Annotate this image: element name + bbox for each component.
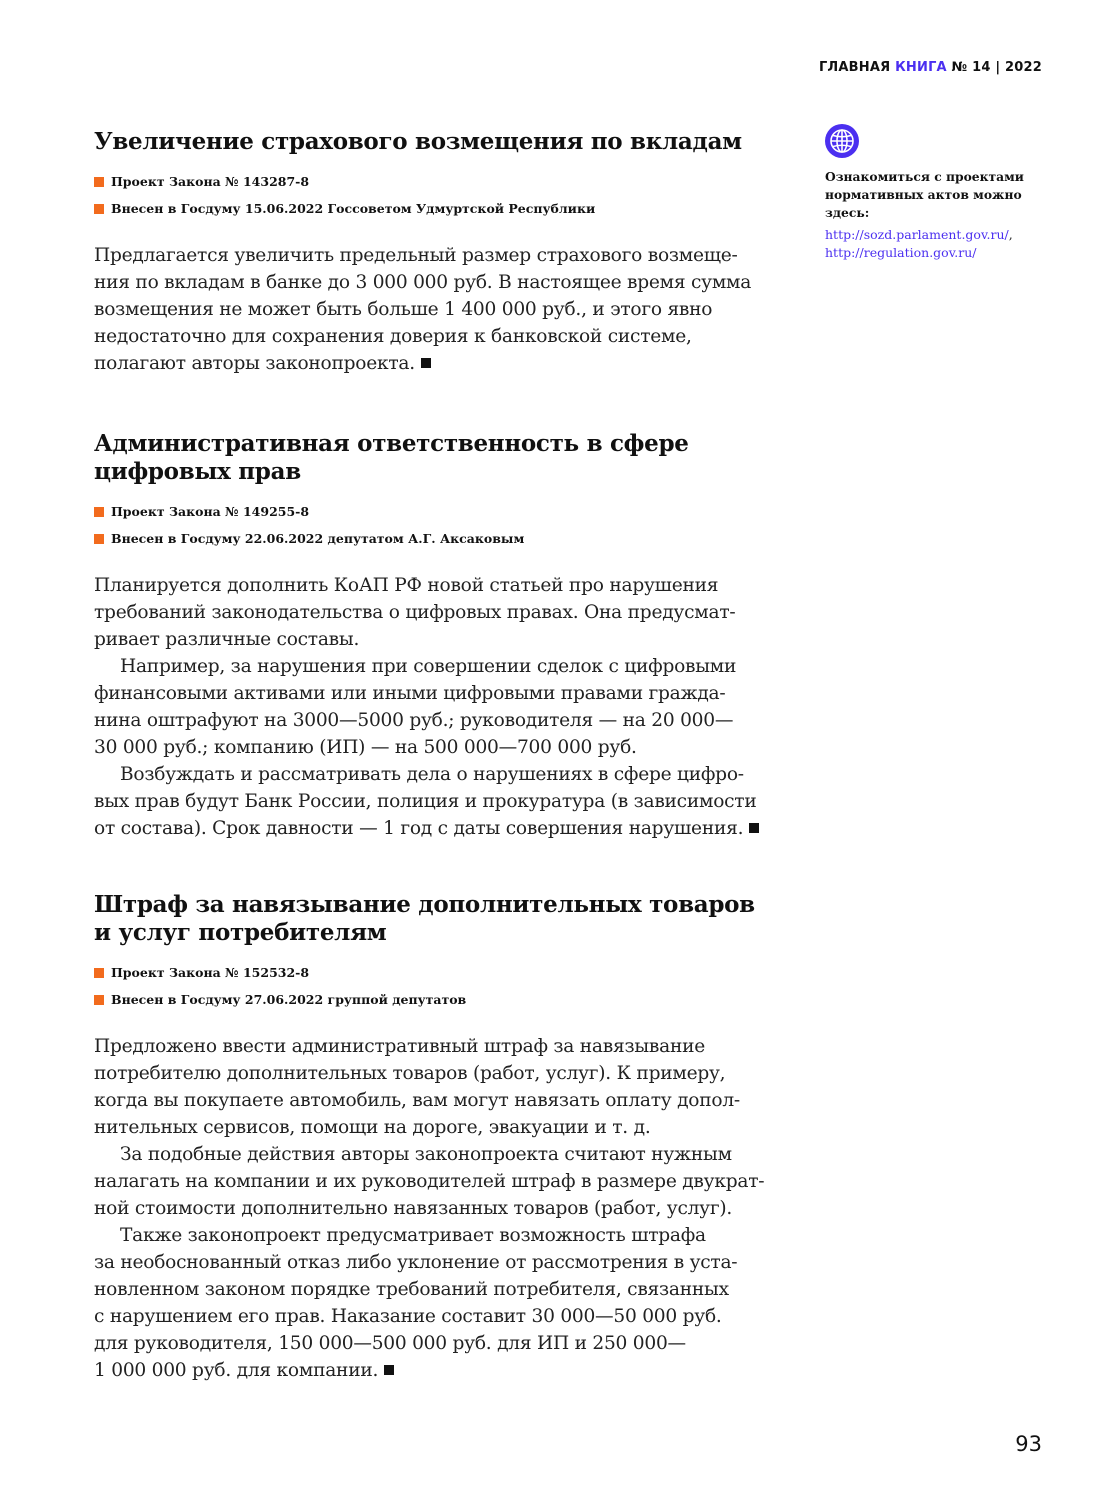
sidebar-note: Ознакомиться с проектами нормативных актов можно здесь: — [825, 169, 1024, 220]
masthead — [819, 60, 1042, 75]
body-line: финансовыми активами или иными цифровыми правами гражда- — [94, 683, 726, 704]
article-imposed-goods-fine — [94, 891, 784, 1384]
body-line: Возбуждать и рассматривать дела о нарушениях в сфере цифро- — [120, 764, 744, 785]
bill-submitted: Внесен в Госдуму 22.06.2022 депутатом А.Г. Аксаковым — [111, 531, 525, 546]
body-line: 30 000 руб.; компанию (ИП) — на 500 000—700 000 руб. — [94, 737, 637, 758]
body-line: недостаточно для сохранения доверия к банковской системе, — [94, 326, 692, 347]
body-line: Планируется дополнить КоАП РФ новой статьей про нарушения — [94, 575, 719, 596]
bill-number: Проект Закона № 152532-8 — [111, 965, 310, 980]
meta-item — [94, 959, 784, 986]
article-digital-rights — [94, 430, 784, 842]
article-body — [94, 242, 784, 377]
bill-submitted: Внесен в Госдуму 27.06.2022 группой депутатов — [111, 992, 467, 1007]
body-line: с нарушением его прав. Наказание составит 30 000—50 000 руб. — [94, 1306, 722, 1327]
body-line: Например, за нарушения при совершении сделок с цифровыми — [120, 656, 737, 677]
body-line: возмещения не может быть больше 1 400 000 руб., и этого явно — [94, 299, 713, 320]
body-line: Также законопроект предусматривает возможность штрафа — [120, 1225, 706, 1246]
brand-accent: КНИГА — [895, 60, 947, 75]
article-title-line: Штраф за навязывание дополнительных товаров — [94, 891, 755, 918]
body-line: вых прав будут Банк России, полиция и прокуратура (в зависимости — [94, 791, 757, 812]
article-title — [94, 430, 784, 486]
body-line: За подобные действия авторы законопроекта считают нужным — [120, 1144, 732, 1165]
body-line: налагать на компании и их руководителей штраф в размере двукрат- — [94, 1171, 765, 1192]
body-line: когда вы покупаете автомобиль, вам могут навязать оплату допол- — [94, 1090, 740, 1111]
article-meta — [94, 168, 784, 222]
article-title — [94, 128, 784, 156]
body-line: новленном законом порядке требований потребителя, связанных — [94, 1279, 729, 1300]
body-line: потребителю дополнительных товаров (работ, услуг). К примеру, — [94, 1063, 726, 1084]
end-mark-icon — [421, 358, 431, 368]
body-line: ния по вкладам в банке до 3 000 000 руб. В настоящее время сумма — [94, 272, 752, 293]
article-title-line: Увеличение страхового возмещения по вкладам — [94, 128, 742, 155]
link-separator: , — [1008, 227, 1013, 242]
article-deposit-insurance — [94, 128, 784, 377]
body-line: нина оштрафуют на 3000—5000 руб.; руководителя — на 20 000— — [94, 710, 734, 731]
article-meta — [94, 959, 784, 1013]
article-title-line: Административная ответственность в сфере — [94, 430, 689, 457]
article-body — [94, 1033, 784, 1384]
orange-bullet-icon — [94, 204, 104, 214]
body-line: от состава). Срок давности — 1 год с даты совершения нарушения. — [94, 815, 784, 842]
article-title-line: цифровых прав — [94, 458, 301, 485]
sidebar-links — [825, 226, 1055, 262]
body-line: требований законодательства о цифровых правах. Она предусмат- — [94, 602, 736, 623]
body-line: Предлагается увеличить предельный размер страхового возмеще- — [94, 245, 738, 266]
orange-bullet-icon — [94, 534, 104, 544]
end-mark-icon — [749, 823, 759, 833]
meta-item — [94, 525, 784, 552]
body-line: за необоснованный отказ либо уклонение от рассмотрения в уста- — [94, 1252, 738, 1273]
body-line: нительных сервисов, помощи на дороге, эвакуации и т. д. — [94, 1117, 651, 1138]
meta-item — [94, 498, 784, 525]
end-mark-icon — [384, 1365, 394, 1375]
bill-number: Проект Закона № 143287-8 — [111, 174, 310, 189]
article-title — [94, 891, 784, 947]
meta-item — [94, 168, 784, 195]
link-sozd[interactable]: http://sozd.parlament.gov.ru/ — [825, 227, 1009, 242]
bill-submitted: Внесен в Госдуму 15.06.2022 Госсоветом Удмуртской Республики — [111, 201, 596, 216]
bill-number: Проект Закона № 149255-8 — [111, 504, 310, 519]
issue-number: № 14 | 2022 — [951, 60, 1042, 75]
orange-bullet-icon — [94, 507, 104, 517]
body-line: Предложено ввести административный штраф за навязывание — [94, 1036, 706, 1057]
page-number: 93 — [1015, 1432, 1042, 1456]
body-line: для руководителя, 150 000—500 000 руб. для ИП и 250 000— — [94, 1333, 686, 1354]
article-body — [94, 572, 784, 842]
meta-item — [94, 195, 784, 222]
globe-icon — [825, 124, 859, 158]
meta-item — [94, 986, 784, 1013]
body-line: ривает различные составы. — [94, 629, 360, 650]
article-meta — [94, 498, 784, 552]
orange-bullet-icon — [94, 177, 104, 187]
article-title-line: и услуг потребителям — [94, 919, 387, 946]
sidebar — [825, 124, 1055, 262]
link-regulation[interactable]: http://regulation.gov.ru/ — [825, 245, 977, 260]
orange-bullet-icon — [94, 995, 104, 1005]
orange-bullet-icon — [94, 968, 104, 978]
body-line: ной стоимости дополнительно навязанных товаров (работ, услуг). — [94, 1198, 733, 1219]
brand-main: ГЛАВНАЯ — [818, 60, 891, 75]
body-line: 1 000 000 руб. для компании. — [94, 1357, 784, 1384]
body-line: полагают авторы законопроекта. — [94, 350, 784, 377]
